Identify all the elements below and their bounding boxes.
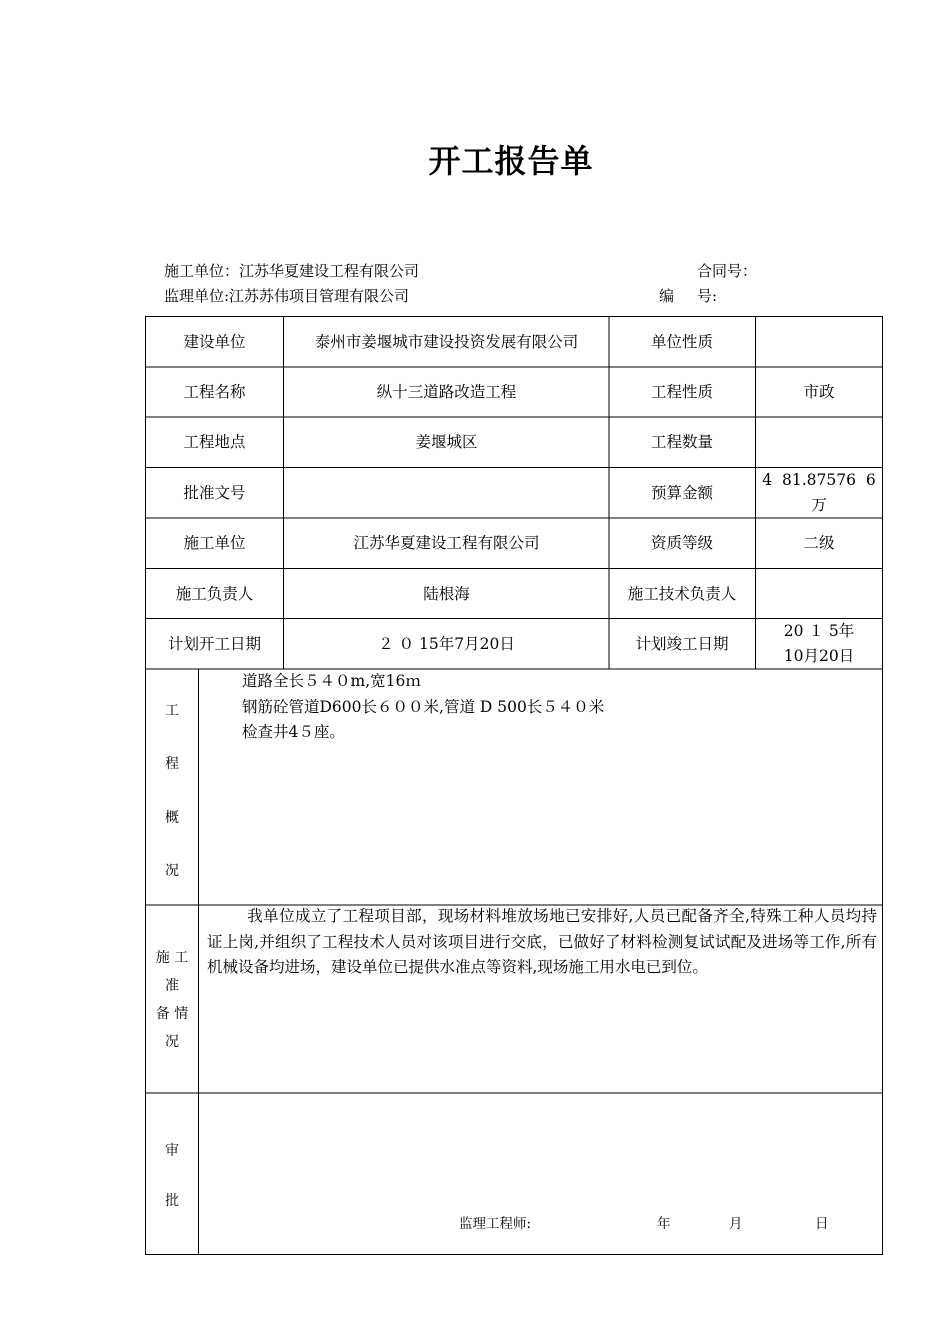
value-site-manager: 陆根海 (423, 584, 470, 603)
label-planned-start: 计划开工日期 (167, 634, 261, 653)
contractor-line: 施工单位：江苏华夏建设工程有限公司 (164, 262, 420, 280)
value-qualification: 二级 (803, 533, 835, 552)
overview-label-char: 概 (165, 809, 179, 826)
preparation-label-line: 施 工 (155, 950, 189, 966)
label-unit-nature: 单位性质 (650, 332, 713, 351)
preparation-label-line: 备 情 (155, 1006, 189, 1022)
finish-date: 10月20日 (783, 647, 855, 665)
preparation-label-line: 准 (165, 978, 179, 994)
label-project-quantity: 工程数量 (650, 432, 713, 451)
label-project-location: 工程地点 (183, 432, 246, 451)
label-budget: 预算金额 (650, 483, 713, 502)
overview-content (242, 669, 862, 746)
label-contractor: 施工单位 (183, 533, 246, 552)
value-project-quantity (756, 417, 882, 467)
supervisor-line: 监理单位:江苏苏伟项目管理有限公司 (164, 287, 410, 305)
budget-amount: 4 81.87576 6 (762, 471, 876, 489)
label-approval-doc: 批准文号 (183, 483, 246, 502)
value-project-location: 姜堰城区 (415, 432, 478, 451)
approval-month-label: 月 (729, 1216, 743, 1232)
overview-label (146, 700, 198, 880)
value-approval-doc (284, 468, 609, 518)
approval-day-label: 日 (815, 1216, 829, 1232)
document-title: 开工报告单 (428, 142, 594, 180)
overview-line: 道路全长５４０m,宽16ｍ (242, 672, 421, 690)
overview-line: 检查井4５座。 (242, 723, 345, 741)
preparation-label-line: 况 (165, 1034, 179, 1050)
approval-label (146, 1140, 198, 1210)
label-qualification: 资质等级 (650, 533, 713, 552)
preparation-content: 我单位成立了工程项目部，现场材料堆放场地已安排好,人员已配备齐全,特殊工种人员均持证上岗,并组织了工程技术人员对该项目进行交底，已做好了材料检测复试试配及进场等工作,所有机械设备均进场，建设单位已提供水准点等资料,现场施工用水电已到位。 (207, 907, 877, 976)
label-site-manager: 施工负责人 (175, 584, 254, 603)
budget-unit: 万 (811, 496, 827, 514)
approval-label-char: 审 (165, 1143, 179, 1159)
serial-suffix: 号: (697, 287, 718, 305)
label-project-name: 工程名称 (183, 382, 246, 401)
overview-line: 钢筋砼管道D600长６００米,管道 D 500长５４０米 (242, 697, 605, 716)
overview-label-char: 况 (165, 862, 179, 879)
value-construction-unit: 泰州市姜堰城市建设投资发展有限公司 (314, 332, 579, 351)
approval-label-char: 批 (165, 1193, 179, 1209)
label-planned-finish: 计划竣工日期 (635, 634, 729, 653)
label-construction-unit: 建设单位 (183, 332, 246, 351)
approval-year-label: 年 (657, 1216, 671, 1232)
value-contractor: 江苏华夏建设工程有限公司 (353, 533, 540, 552)
finish-year: 20 １ 5年 (783, 622, 855, 640)
supervising-engineer-label: 监理工程师: (459, 1216, 532, 1232)
contract-number-label: 合同号： (697, 262, 758, 280)
value-project-nature: 市政 (803, 382, 835, 401)
overview-label-char: 程 (165, 756, 179, 773)
label-technical-lead: 施工技术负责人 (627, 584, 737, 603)
value-budget (756, 468, 882, 518)
label-project-nature: 工程性质 (650, 382, 713, 401)
overview-label-char: 工 (165, 703, 179, 719)
value-unit-nature (756, 317, 882, 367)
value-planned-finish (756, 619, 882, 669)
preparation-label (146, 950, 198, 1050)
serial-label: 编 (659, 287, 675, 305)
value-planned-start: ２ ０ 15年7月20日 (378, 634, 515, 653)
value-technical-lead (756, 569, 882, 619)
value-project-name: 纵十三道路改造工程 (376, 382, 517, 401)
